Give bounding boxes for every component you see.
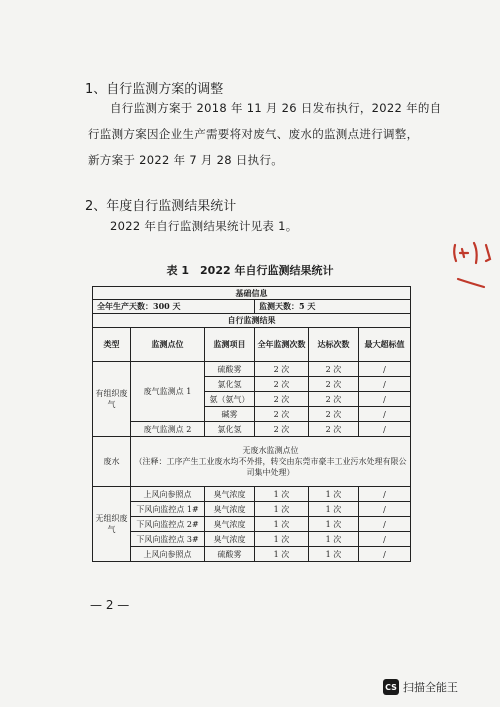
production-days: 全年生产天数：300 天 xyxy=(93,300,255,314)
page-number: — 2 — xyxy=(90,598,130,612)
header-pass-count: 达标次数 xyxy=(309,328,359,362)
camscanner-icon: CS xyxy=(383,679,399,695)
max-cell: / xyxy=(359,407,411,422)
max-cell: / xyxy=(359,392,411,407)
header-max-exceed: 最大超标值 xyxy=(359,328,411,362)
pass-cell: 2 次 xyxy=(309,407,359,422)
results-label: 自行监测结果 xyxy=(93,314,411,328)
table-row xyxy=(93,437,411,487)
table-row xyxy=(93,314,411,328)
max-cell: / xyxy=(359,547,411,562)
section-1-line-1: 自行监测方案于 2018 年 11 月 26 日发布执行，2022 年的自 xyxy=(110,101,442,115)
count-cell: 1 次 xyxy=(255,532,309,547)
max-cell: / xyxy=(359,517,411,532)
table-row xyxy=(93,300,411,314)
scanner-watermark xyxy=(383,679,458,695)
count-cell: 1 次 xyxy=(255,547,309,562)
section-2-line-1: 2022 年自行监测结果统计见表 1。 xyxy=(110,219,298,233)
section-2-heading: 2、年度自行监测结果统计 xyxy=(85,199,237,214)
count-cell: 1 次 xyxy=(255,487,309,502)
item-cell: 氨（氨气） xyxy=(205,392,255,407)
table-row xyxy=(93,517,411,532)
pass-cell: 1 次 xyxy=(309,547,359,562)
pass-cell: 1 次 xyxy=(309,502,359,517)
header-annual-count: 全年监测次数 xyxy=(255,328,309,362)
basic-info-label: 基础信息 xyxy=(93,287,411,300)
item-cell: 臭气浓度 xyxy=(205,487,255,502)
wastewater-line-1: 无废水监测点位 xyxy=(242,446,299,455)
header-point: 监测点位 xyxy=(131,328,205,362)
table-row xyxy=(93,287,411,300)
section-1-line-2: 行监测方案因企业生产需要将对废气、废水的监测点进行调整， xyxy=(88,127,419,141)
max-cell: / xyxy=(359,362,411,377)
wastewater-line-2: （注释：工序产生工业废水均不外排，转交由东莞市豪丰工业污水处理有限公司集中处理） xyxy=(134,457,407,477)
header-type: 类型 xyxy=(93,328,131,362)
seal-strokes xyxy=(454,243,490,287)
max-cell: / xyxy=(359,487,411,502)
red-seal-stamp xyxy=(450,205,496,295)
wastewater-type: 废水 xyxy=(93,437,131,487)
monitoring-results-table xyxy=(92,286,411,562)
point-cell: 上风向参照点 xyxy=(131,487,205,502)
pass-cell: 1 次 xyxy=(309,517,359,532)
section-1-line-3: 新方案于 2022 年 7 月 28 日执行。 xyxy=(88,153,284,167)
pass-cell: 2 次 xyxy=(309,422,359,437)
item-cell: 硫酸雾 xyxy=(205,547,255,562)
table-header-row xyxy=(93,328,411,362)
count-cell: 2 次 xyxy=(255,377,309,392)
pass-cell: 1 次 xyxy=(309,487,359,502)
pass-cell: 2 次 xyxy=(309,392,359,407)
table-row xyxy=(93,547,411,562)
organized-point-1: 废气监测点 1 xyxy=(131,362,205,422)
table-row xyxy=(93,502,411,517)
item-cell: 臭气浓度 xyxy=(205,502,255,517)
table-title: 表 1 2022 年自行监测结果统计 xyxy=(166,264,334,277)
pass-cell: 2 次 xyxy=(309,362,359,377)
count-cell: 1 次 xyxy=(255,517,309,532)
item-cell: 碱雾 xyxy=(205,407,255,422)
max-cell: / xyxy=(359,422,411,437)
pass-cell: 2 次 xyxy=(309,377,359,392)
unorganized-type: 无组织废气 xyxy=(93,487,131,562)
count-cell: 2 次 xyxy=(255,362,309,377)
max-cell: / xyxy=(359,502,411,517)
point-cell: 下风向监控点 2# xyxy=(131,517,205,532)
point-cell: 下风向监控点 1# xyxy=(131,502,205,517)
wastewater-note-cell xyxy=(131,437,411,487)
count-cell: 2 次 xyxy=(255,392,309,407)
section-1-heading: 1、自行监测方案的调整 xyxy=(85,82,224,97)
item-cell: 氯化氢 xyxy=(205,422,255,437)
item-cell: 氯化氢 xyxy=(205,377,255,392)
max-cell: / xyxy=(359,377,411,392)
header-item: 监测项目 xyxy=(205,328,255,362)
pass-cell: 1 次 xyxy=(309,532,359,547)
point-cell: 下风向监控点 3# xyxy=(131,532,205,547)
point-cell: 上风向参照点 xyxy=(131,547,205,562)
max-cell: / xyxy=(359,532,411,547)
table-row xyxy=(93,422,411,437)
item-cell: 臭气浓度 xyxy=(205,532,255,547)
table-row xyxy=(93,532,411,547)
count-cell: 1 次 xyxy=(255,502,309,517)
monitoring-days: 监测天数：5 天 xyxy=(255,300,411,314)
count-cell: 2 次 xyxy=(255,407,309,422)
organized-type: 有组织废气 xyxy=(93,362,131,437)
table-row xyxy=(93,487,411,502)
scanner-app-name: 扫描全能王 xyxy=(403,681,458,694)
count-cell: 2 次 xyxy=(255,422,309,437)
item-cell: 硫酸雾 xyxy=(205,362,255,377)
item-cell: 臭气浓度 xyxy=(205,517,255,532)
table-row xyxy=(93,362,411,377)
organized-point-2: 废气监测点 2 xyxy=(131,422,205,437)
